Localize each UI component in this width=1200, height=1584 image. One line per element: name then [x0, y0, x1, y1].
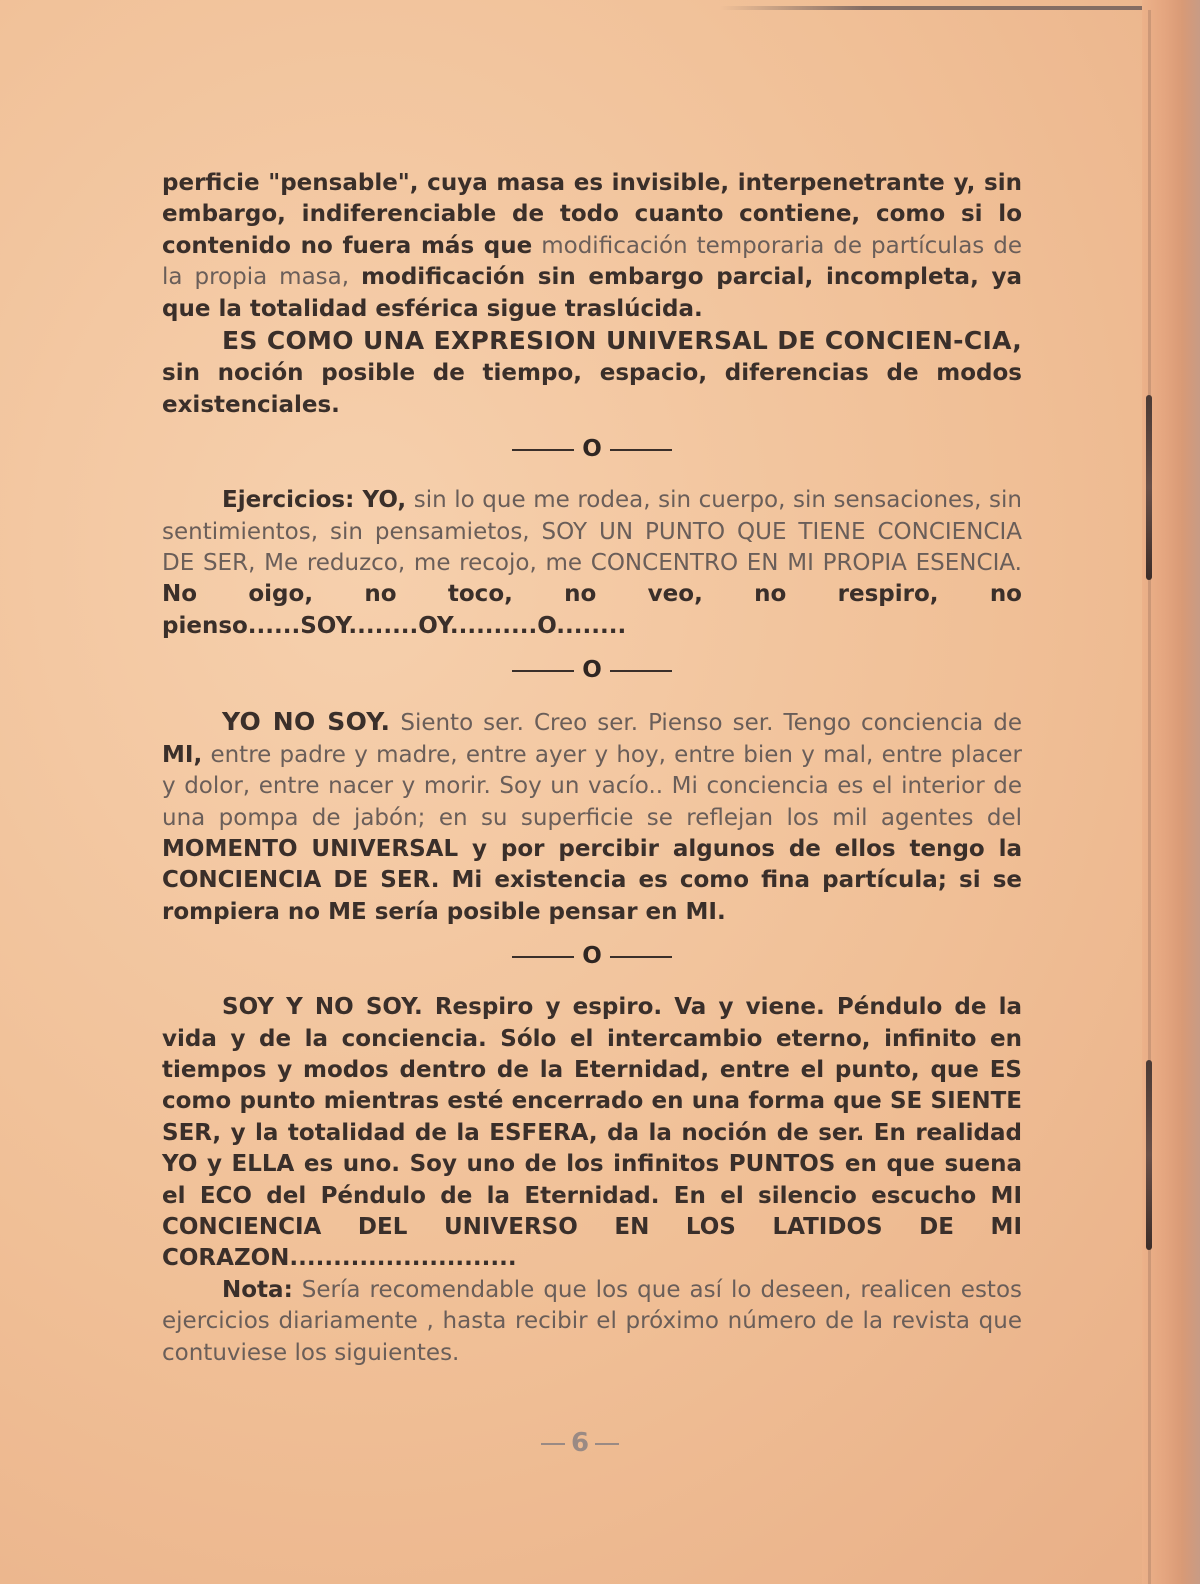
p5-bold: SOY Y NO SOY. Respiro y espiro. Va y viene. Péndulo de la vida y de la conciencia. Sólo el intercambio eterno, infinito en tiempos y modos dentro de la Eternidad, entre el punto, que ES como punto mientras esté encerrado en una forma que SE SIENTE SER, y la totalidad de la ESFERA, da la noción de ser. En realidad YO y ELLA es uno. Soy uno de los infinitos PUNTOS en que suena el ECO del Péndulo de la Eternidad. En el silencio escucho MI CONCIENCIA DEL UNIVERSO EN LOS LATIDOS DE MI CORAZON.......................... — [162, 994, 1022, 1272]
page-number — [0, 1428, 1160, 1458]
staple-bottom — [1146, 1060, 1152, 1250]
p3-bold-end: No oigo, no toco, no veo, no respiro, no pienso......SOY........OY..........O........ — [162, 581, 1022, 639]
p4-caps: YO NO SOY. — [222, 707, 391, 737]
page-number-value: 6 — [570, 1428, 590, 1458]
paragraph-5 — [162, 992, 1022, 1275]
page-top-edge — [720, 6, 1200, 10]
fold-line — [1148, 10, 1151, 1584]
p4-light-mid: entre padre y madre, entre ayer y hoy, entre bien y mal, entre placer y dolor, entre nacer y morir. Soy un vacío.. Mi conciencia es el interior de una pompa de jabón; en su superficie se reflejan los mil agentes del — [162, 741, 1023, 831]
p1-bold-end: modificación sin embargo parcial, incompleta, ya que la totalidad esférica sigue traslúcida. — [162, 264, 1023, 322]
paragraph-4 — [162, 706, 1022, 928]
p4-light-start: Siento ser. Creo ser. Pienso ser. Tengo conciencia de — [400, 710, 1022, 737]
paragraph-1 — [162, 168, 1022, 325]
note-text: Sería recomendable que los que así lo deseen, realicen estos ejercicios diariamente , hasta recibir el próximo número de la revista que contuviese los siguientes. — [162, 1276, 1023, 1366]
section-separator-1: O — [162, 421, 1022, 477]
body-text — [162, 168, 1022, 1369]
p1-light: modificación temporaria de partículas de la propia masa, — [162, 232, 1022, 291]
section-separator-3: O — [162, 928, 1022, 984]
p4-bold-mi: MI, — [162, 741, 203, 768]
p4-bold-end: MOMENTO UNIVERSAL y por percibir algunos de ellos tengo la CONCIENCIA DE SER. Mi existencia es como fina partícula; si se rompiera no ME sería posible pensar en MI. — [162, 835, 1022, 925]
p3-light: sin lo que me rodea, sin cuerpo, sin sensaciones, sin sentimientos, sin pensamietos, SOY UN PUNTO QUE TIENE CONCIENCIA DE SER, Me reduzco, me recojo, me CONCENTRO EN MI PROPIA ESENCIA. — [162, 487, 1022, 577]
paragraph-2 — [162, 325, 1022, 421]
paragraph-6-note — [162, 1275, 1022, 1369]
paragraph-3 — [162, 485, 1022, 642]
p2-caps: ES COMO UNA EXPRESION UNIVERSAL DE CONCIEN-CIA, — [222, 326, 1022, 356]
staple-top — [1146, 395, 1152, 580]
p3-bold-start: Ejercicios: YO, — [222, 487, 407, 514]
p2-bold: sin noción posible de tiempo, espacio, diferencias de modos existenciales. — [162, 360, 1022, 418]
section-separator-2: O — [162, 642, 1022, 698]
p1-bold-start: perficie "pensable", cuya masa es invisible, interpenetrante y, sin embargo, indiferenciable de todo cuanto contiene, como si lo contenido no fuera más que — [162, 170, 1022, 259]
note-label: Nota: — [222, 1276, 293, 1303]
